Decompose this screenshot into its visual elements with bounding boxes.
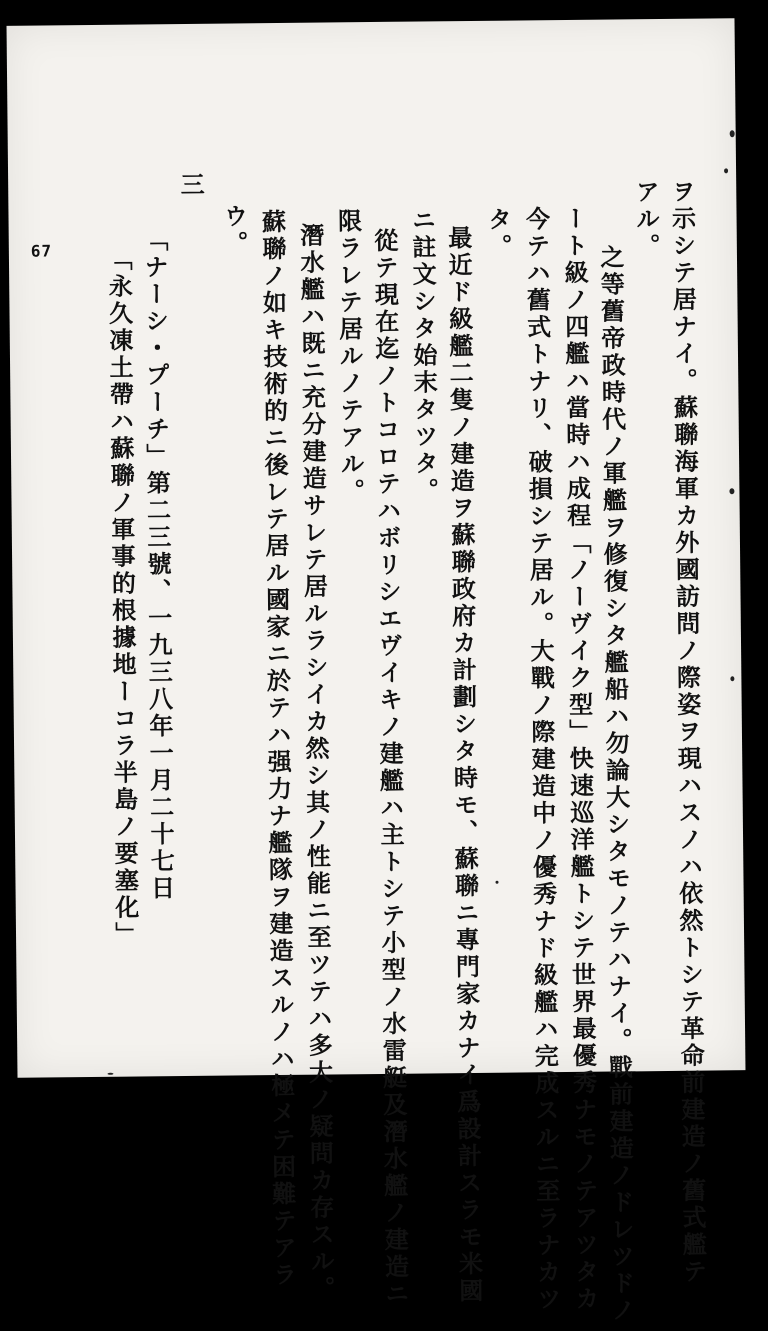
text-column-1: ヲ示シテ居ナイ。蘇聯海軍カ外國訪問ノ際姿ヲ現ハスノハ依然トシテ革命前建造ノ舊式艦テ [667, 178, 708, 1286]
scan-speck [730, 130, 735, 137]
scan-speck [495, 881, 498, 884]
page-number: 67 [30, 241, 53, 261]
text-column-16: 「永久凍土帶ハ蘇聯ノ軍事的根據地ーコラ半島ノ要塞化」 [103, 246, 141, 949]
scan-speck [729, 488, 734, 494]
text-column-9: 從テ現在迄ノトコロテハボリシエヴイキノ建艦ハ主トシテ小型ノ水雷艇及潛水艦ノ建造ニ [369, 227, 410, 1308]
text-column-11: 潛水艦ハ既ニ充分建造サレテ居ルラシイカ然シ其ノ性能ニ至ツテハ多大ノ疑問カ存スル。 [295, 222, 336, 1303]
text-column-8: ニ註文シタ始末タツタ。 [407, 207, 440, 505]
scan-speck [730, 676, 734, 681]
text-column-7: 最近ド級艦二隻ノ建造ヲ蘇聯政府カ計劃シタ時モ、蘇聯ニ專門家カナイ爲設計スラモ米國 [443, 224, 484, 1306]
document-page [7, 18, 746, 1325]
text-column-12: 蘇聯ノ如キ技術的ニ後レテ居ル國家ニ於テハ强力ナ艦隊ヲ建造スルノハ極メテ困難テアラ [257, 208, 298, 1290]
text-column-10: 限ラレテ居ルノテアル。 [333, 208, 366, 506]
text-column-6: タ。 [483, 206, 513, 261]
text-column-15: 「ナーシ・プーチ」第二三號、一九三八年一月二十七日 [139, 227, 176, 903]
text-column-4: ート級ノ四艦ハ當時ハ成程「ノーヴイク型」快速巡洋艦トシテ世界最優秀ナモノテアツタカ [559, 205, 601, 1313]
text-column-2: アル。 [631, 179, 661, 261]
section-number: 三 [176, 171, 206, 200]
text-column-5: 今テハ舊式トナリ、破損シテ居ル。大戰ノ際建造中ノ優秀ナド級艦ハ完成スルニ至ラナカツ [521, 206, 563, 1314]
text-column-3: 之等舊帝政時代ノ軍艦ヲ修復シタ艦船ハ勿論大シタモノテハナイ。戰前建造ノドレツドノ [595, 244, 637, 1325]
scan-speck [724, 168, 728, 173]
text-column-13: ウ。 [219, 203, 249, 258]
scan-speck [107, 1073, 113, 1075]
